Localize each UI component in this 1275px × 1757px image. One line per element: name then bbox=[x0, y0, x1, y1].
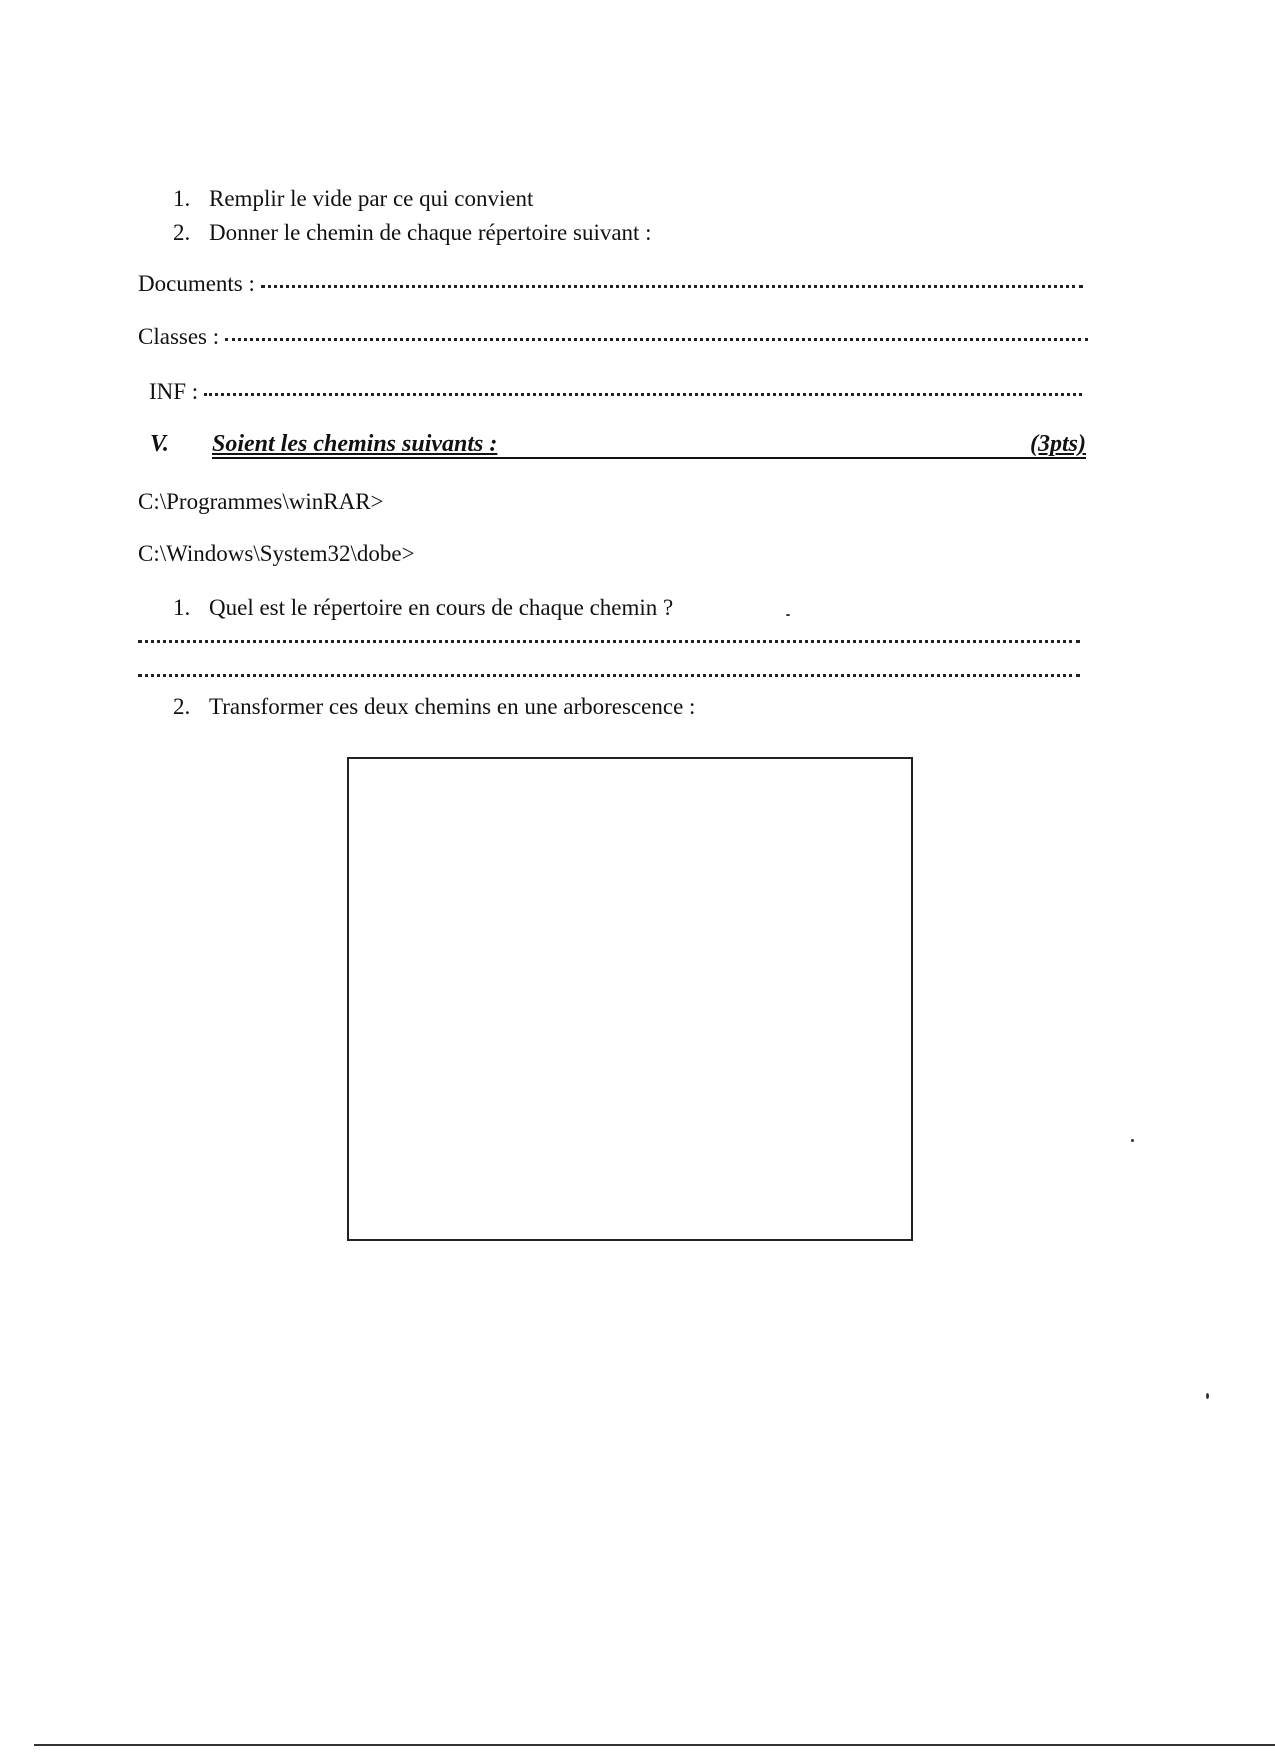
fill-row-label: INF : bbox=[149, 379, 199, 404]
section-number: V. bbox=[150, 431, 169, 457]
answer-dotted-line[interactable] bbox=[138, 674, 1080, 677]
instruction-text: Remplir le vide par ce qui convient bbox=[209, 186, 534, 211]
section-title: Soient les chemins suivants : bbox=[212, 431, 498, 457]
question-number: 2. bbox=[173, 694, 191, 719]
answer-dotted-line[interactable] bbox=[204, 393, 1082, 396]
question-2 bbox=[173, 693, 695, 721]
section-points: (3pts) bbox=[1030, 431, 1086, 457]
fill-row-documents bbox=[138, 270, 1083, 298]
instruction-2 bbox=[173, 219, 652, 247]
question-1 bbox=[173, 594, 673, 622]
question-number: 1. bbox=[173, 595, 191, 620]
path-line: C:\Programmes\winRAR> bbox=[138, 489, 384, 514]
scan-speck bbox=[786, 614, 790, 616]
footer-rule bbox=[34, 1744, 1275, 1746]
fill-row-label: Documents : bbox=[138, 271, 255, 296]
section-v-header bbox=[138, 430, 1086, 460]
instruction-1 bbox=[173, 185, 533, 213]
question-text: Transformer ces deux chemins en une arborescence : bbox=[209, 694, 696, 719]
instruction-text: Donner le chemin de chaque répertoire suivant : bbox=[209, 220, 652, 245]
fill-row-inf bbox=[149, 378, 1082, 406]
answer-dotted-line[interactable] bbox=[225, 338, 1088, 341]
answer-dotted-line[interactable] bbox=[138, 640, 1080, 643]
tree-answer-box[interactable] bbox=[347, 757, 913, 1241]
scan-speck bbox=[1206, 1393, 1209, 1399]
instruction-number: 1. bbox=[173, 186, 191, 211]
question-text: Quel est le répertoire en cours de chaque chemin ? bbox=[209, 595, 674, 620]
fill-row-classes bbox=[138, 323, 1088, 351]
instruction-number: 2. bbox=[173, 220, 191, 245]
answer-dotted-line[interactable] bbox=[261, 285, 1083, 288]
fill-row-label: Classes : bbox=[138, 324, 220, 349]
scan-speck bbox=[1131, 1139, 1134, 1142]
path-line: C:\Windows\System32\dobe> bbox=[138, 541, 415, 566]
